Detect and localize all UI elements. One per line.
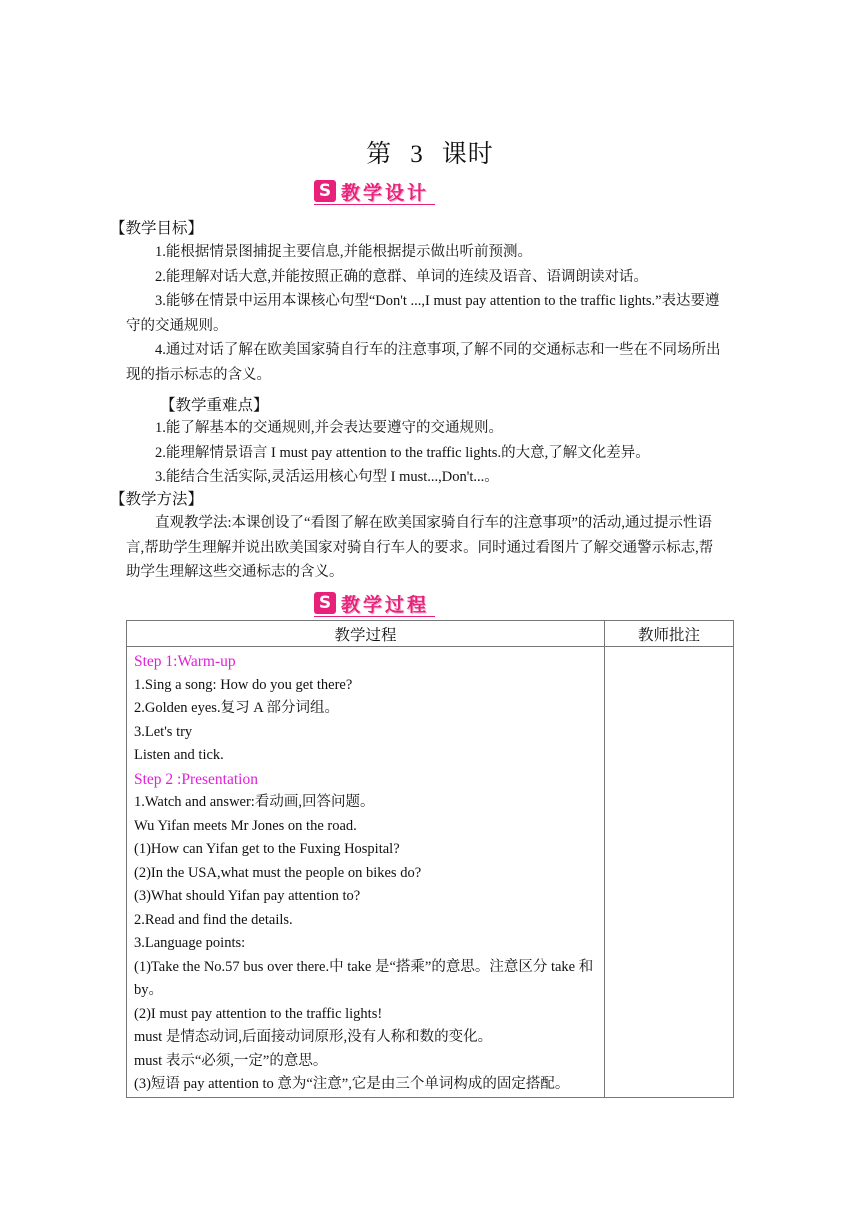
process-line: Wu Yifan meets Mr Jones on the road. bbox=[134, 817, 357, 834]
banner-teaching-design bbox=[314, 176, 429, 206]
key-point-item: 1.能了解基本的交通规则,并会表达要遵守的交通规则。 bbox=[155, 420, 503, 436]
key-points-list bbox=[126, 416, 726, 490]
objective-item: 3.能够在情景中运用本课核心句型“Don't ...,I must pay attention to the traffic lights.”表达要遵守的交通规则。 bbox=[126, 293, 720, 334]
lesson-title-number: 3 bbox=[410, 141, 424, 168]
objective-item: 4.通过对话了解在欧美国家骑自行车的注意事项,了解不同的交通标志和一些在不同场所出现的指示标志的含义。 bbox=[126, 342, 721, 383]
column-header-teacher-notes: 教师批注 bbox=[605, 621, 734, 647]
process-line: Listen and tick. bbox=[134, 747, 224, 763]
process-line: (1)Take the No.57 bus over there.中 take 是“搭乘”的意思。注意区分 take 和 by。 bbox=[134, 958, 594, 998]
process-line: must 表示“必须,一定”的意思。 bbox=[134, 1052, 328, 1069]
methods-heading: 【教学方法】 bbox=[110, 491, 204, 508]
process-line: 3.Let's try bbox=[134, 723, 193, 740]
key-point-item: 3.能结合生活实际,灵活运用核心句型 I must...,Don't...。 bbox=[155, 469, 499, 485]
lesson-title bbox=[0, 134, 860, 170]
objective-item: 2.能理解对话大意,并能按照正确的意群、单词的连续及语音、语调朗读对话。 bbox=[155, 268, 648, 285]
objectives-list bbox=[126, 240, 726, 387]
banner-teaching-design-text: 教学设计 bbox=[341, 181, 430, 204]
process-line: (2)In the USA,what must the people on bikes do? bbox=[134, 864, 422, 881]
teacher-notes-cell bbox=[605, 647, 734, 1098]
process-line: 2.Golden eyes.复习 A 部分词组。 bbox=[134, 700, 339, 716]
methods-text-block bbox=[126, 511, 726, 585]
table-row bbox=[127, 647, 734, 1098]
process-line: (2)I must pay attention to the traffic lights! bbox=[134, 1005, 383, 1022]
banner-underline bbox=[314, 204, 435, 205]
process-line: 1.Sing a song: How do you get there? bbox=[134, 676, 353, 693]
objectives-heading: 【教学目标】 bbox=[110, 220, 204, 237]
process-line: 1.Watch and answer:看动画,回答问题。 bbox=[134, 794, 375, 810]
process-content-cell bbox=[127, 647, 605, 1098]
key-point-item: 2.能理解情景语言 I must pay attention to the traffic lights.的大意,了解文化差异。 bbox=[155, 444, 650, 461]
objective-item: 1.能根据情景图捕捉主要信息,并能根据提示做出听前预测。 bbox=[155, 244, 532, 260]
banner-underline bbox=[314, 616, 435, 617]
process-line: (3)短语 pay attention to 意为“注意”,它是由三个单词构成的固定搭配。 bbox=[134, 1076, 570, 1092]
methods-paragraph: 直观教学法:本课创设了“看图了解在欧美国家骑自行车的注意事项”的活动,通过提示性语言,帮助学生理解并说出欧美国家对骑自行车人的要求。同时通过看图片了解交通警示标志,帮助学生理解这些交通标志的含义。 bbox=[126, 515, 714, 580]
step-heading: Step 2 :Presentation bbox=[134, 770, 258, 788]
banner-teaching-process-text: 教学过程 bbox=[341, 593, 430, 616]
section-logo-icon: S bbox=[314, 592, 336, 614]
step-heading: Step 1:Warm-up bbox=[134, 653, 236, 670]
process-line: must 是情态动词,后面接动词原形,没有人称和数的变化。 bbox=[134, 1029, 493, 1045]
section-logo-icon: S bbox=[314, 180, 336, 202]
column-header-process: 教学过程 bbox=[127, 621, 605, 647]
table-header-row bbox=[127, 621, 734, 647]
process-line: (1)How can Yifan get to the Fuxing Hospital? bbox=[134, 841, 400, 857]
lesson-title-prefix: 第 bbox=[366, 141, 393, 168]
key-points-heading: 【教学重难点】 bbox=[160, 397, 269, 414]
process-line: 3.Language points: bbox=[134, 935, 246, 951]
teaching-process-table bbox=[126, 620, 734, 1098]
process-line: (3)What should Yifan pay attention to? bbox=[134, 888, 361, 904]
banner-teaching-process bbox=[314, 588, 429, 618]
process-line: 2.Read and find the details. bbox=[134, 911, 293, 928]
lesson-title-suffix: 课时 bbox=[441, 141, 494, 168]
